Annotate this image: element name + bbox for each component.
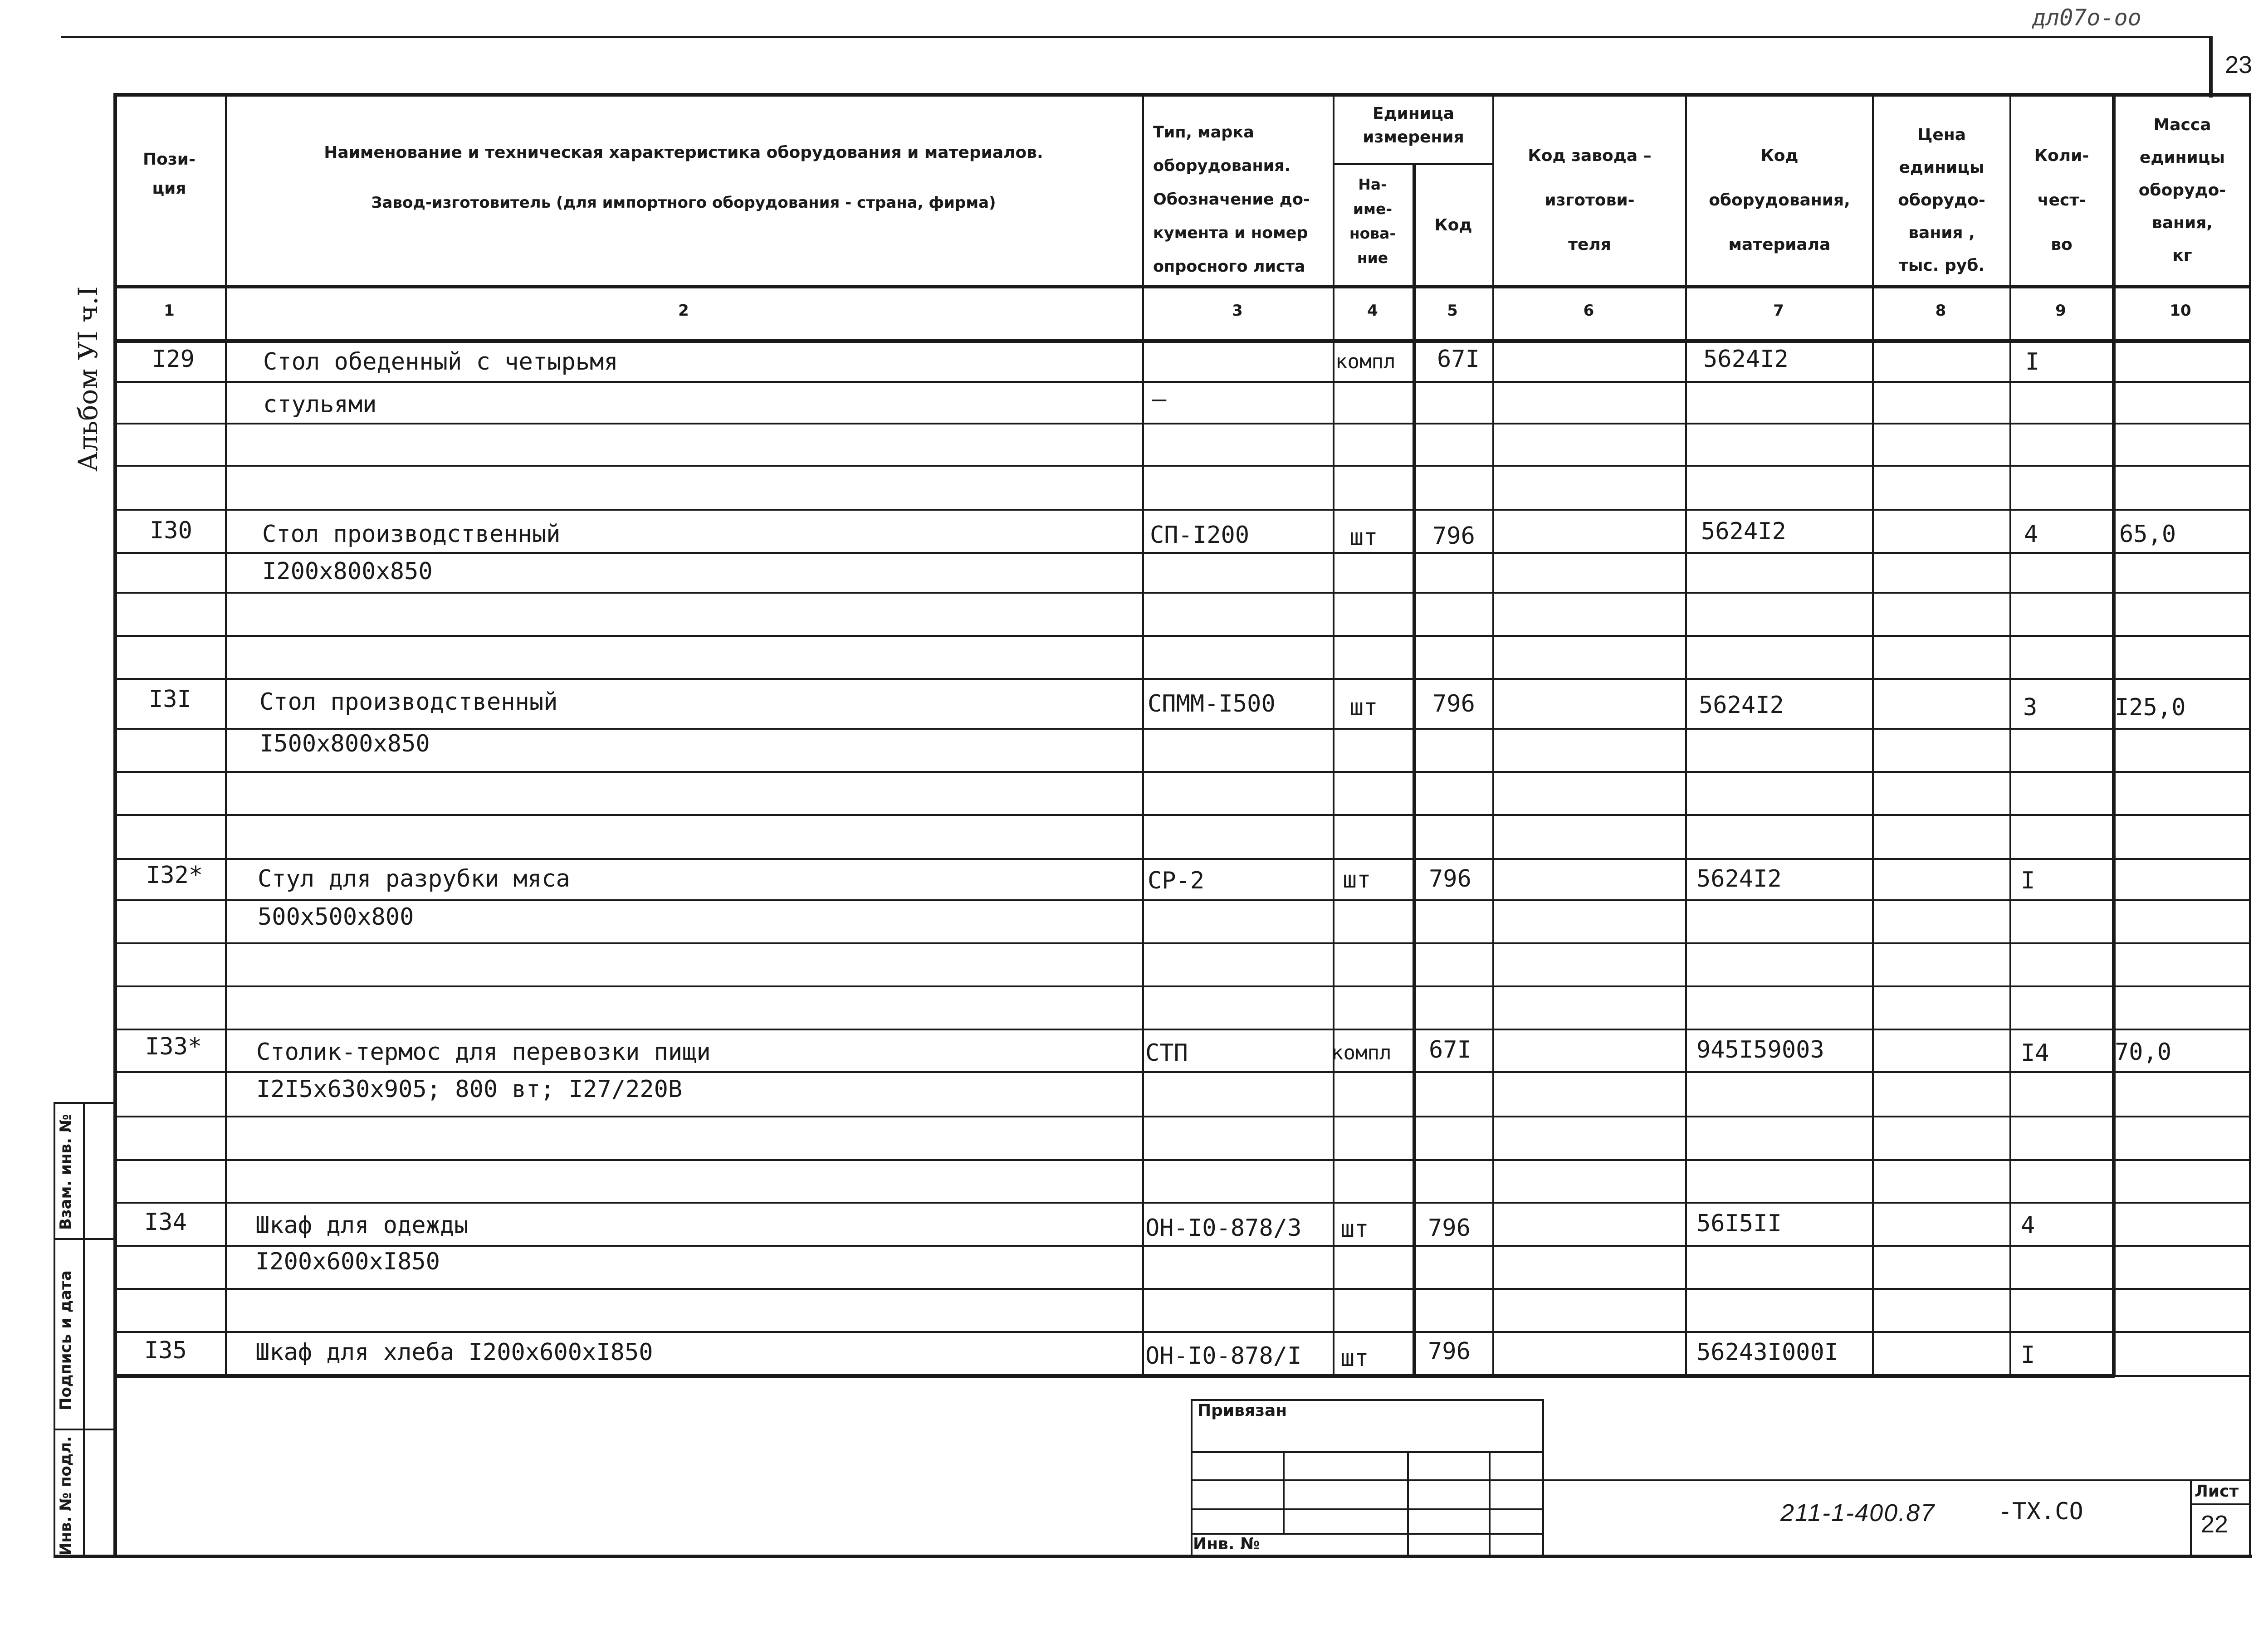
row-line bbox=[113, 899, 2250, 901]
row-equip: 5624I2 bbox=[1701, 518, 1786, 545]
row-equip: 5624I2 bbox=[1699, 692, 1784, 719]
margin-inner-line bbox=[83, 1102, 85, 1558]
row-type: СР-2 bbox=[1148, 867, 1205, 894]
colnum-9: 9 bbox=[2055, 302, 2066, 320]
header-mass: Масса единицы оборудо- вания, кг bbox=[2138, 116, 2226, 265]
row-qty: I bbox=[2025, 348, 2040, 376]
row-pos: I33* bbox=[145, 1033, 202, 1060]
row-name-1: Шкаф для одежды bbox=[255, 1212, 469, 1239]
stamp-left bbox=[1191, 1399, 1193, 1556]
colnum-8: 8 bbox=[1935, 302, 1946, 320]
header-price: Цена единицы оборудо- вания , тыс. руб. bbox=[1898, 126, 1985, 275]
colnum-1: 1 bbox=[164, 302, 175, 320]
row-line bbox=[113, 1202, 2250, 1204]
unit-header-divider bbox=[1333, 163, 1494, 165]
row-name-2: I500x800x850 bbox=[259, 730, 430, 757]
stamp-inner-v1 bbox=[1283, 1451, 1285, 1534]
row-type: СПММ-I500 bbox=[1148, 690, 1276, 717]
table-body-bottom bbox=[113, 1374, 2115, 1378]
list-number: 22 bbox=[2201, 1511, 2229, 1538]
row-qty: I bbox=[2021, 867, 2035, 894]
doc-suffix: -ТХ.СО bbox=[1998, 1498, 2083, 1525]
margin-outer-line bbox=[54, 1102, 55, 1558]
row-line bbox=[113, 509, 2250, 511]
row-line bbox=[113, 552, 2250, 554]
row-name-2: стульями bbox=[263, 391, 377, 418]
row-line bbox=[113, 814, 2250, 816]
row-equip: 5624I2 bbox=[1703, 346, 1789, 373]
stamp-inner-v2 bbox=[1407, 1451, 1409, 1556]
row-line bbox=[113, 985, 2250, 987]
stamp-right-privyazan bbox=[1542, 1399, 1544, 1556]
row-name-1: Стул для разрубки мяса bbox=[258, 865, 570, 893]
row-qty: 4 bbox=[2024, 521, 2038, 548]
row-unit: шт bbox=[1349, 524, 1378, 551]
row-type: СТП bbox=[1145, 1039, 1188, 1067]
colnum-6: 6 bbox=[1583, 302, 1594, 320]
row-qty: 3 bbox=[2023, 694, 2038, 721]
colnum-4: 4 bbox=[1367, 302, 1378, 320]
row-name-2: I200x600xI850 bbox=[255, 1248, 440, 1275]
row-pos: I29 bbox=[152, 346, 195, 373]
privyazan-label: Привязан bbox=[1198, 1401, 1287, 1420]
row-pos: I30 bbox=[150, 517, 192, 544]
row-line bbox=[113, 771, 2250, 773]
header-equip-code: Код оборудования, материала bbox=[1709, 146, 1850, 254]
row-code: 67I bbox=[1429, 1036, 1471, 1063]
table-bottom-line bbox=[54, 1555, 2252, 1558]
stamp-list-divider bbox=[2190, 1503, 2250, 1505]
row-equip: 5624I2 bbox=[1696, 865, 1782, 893]
row-name-2: 500x500x800 bbox=[258, 903, 414, 931]
doc-code: 211-1-400.87 bbox=[1780, 1499, 1936, 1527]
row-line bbox=[113, 1159, 2250, 1161]
header-name-line2: Завод-изготовитель (для импортного оборудования - страна, фирма) bbox=[371, 194, 996, 212]
row-line bbox=[113, 1029, 2250, 1030]
header-unit-name: На- име- нова- ние bbox=[1349, 176, 1396, 267]
row-unit: шт bbox=[1349, 694, 1378, 721]
row-name-1: Столик-термос для перевозки пищи bbox=[256, 1039, 711, 1066]
row-line bbox=[113, 858, 2250, 860]
header-type: Тип, марка оборудования. Обозначение до- кумента и номер опросного листа bbox=[1153, 123, 1310, 276]
corner-box-left bbox=[2209, 36, 2213, 98]
row-qty: I4 bbox=[2021, 1039, 2049, 1067]
row-name-1: Стол обеденный с четырьмя bbox=[263, 348, 618, 376]
margin-line-3 bbox=[54, 1429, 115, 1430]
margin-line-1 bbox=[54, 1102, 115, 1104]
stamp-line-3 bbox=[1191, 1508, 1544, 1510]
row-equip: 56I5II bbox=[1696, 1210, 1782, 1237]
header-qty: Коли- чест- во bbox=[2034, 146, 2089, 254]
row-line bbox=[113, 1071, 2250, 1073]
list-label: Лист bbox=[2195, 1482, 2239, 1501]
col-sep-4 bbox=[1413, 163, 1416, 1376]
row-pos: I34 bbox=[144, 1209, 187, 1236]
row-type-2: – bbox=[1152, 385, 1167, 413]
inv-podl-label: Инв. № подл. bbox=[57, 1436, 75, 1556]
row-line bbox=[113, 942, 2250, 944]
table-right-border bbox=[2249, 93, 2251, 1558]
row-code: 796 bbox=[1432, 690, 1475, 717]
row-line bbox=[113, 592, 2250, 594]
stamp-line-2 bbox=[1191, 1479, 1544, 1481]
vzam-label: Взам. инв. № bbox=[57, 1114, 75, 1230]
row-line bbox=[113, 1116, 2250, 1117]
row-line bbox=[113, 1331, 2250, 1333]
album-label: Альбом УI ч.I bbox=[73, 286, 103, 472]
stamp-list-left bbox=[2190, 1479, 2192, 1556]
row-code: 67I bbox=[1437, 346, 1480, 373]
row-line bbox=[113, 423, 2250, 424]
stamp-doc-top bbox=[1542, 1479, 2250, 1481]
row-mass: I25,0 bbox=[2115, 694, 2186, 721]
row-unit: шт bbox=[1340, 1215, 1369, 1243]
colnum-2: 2 bbox=[678, 302, 689, 320]
colnum-10: 10 bbox=[2170, 302, 2191, 320]
stamp-top bbox=[1191, 1399, 1544, 1401]
row-qty: I bbox=[2021, 1341, 2035, 1369]
row-type: ОН-I0-878/I bbox=[1145, 1342, 1302, 1370]
row-line bbox=[113, 678, 2250, 680]
colnum-7: 7 bbox=[1773, 302, 1784, 320]
row-equip: 945I59003 bbox=[1696, 1036, 1824, 1063]
row-line bbox=[113, 381, 2250, 383]
row-unit: компл bbox=[1331, 1041, 1392, 1064]
row-line bbox=[113, 1288, 2250, 1290]
row-name-1: Стол производственный bbox=[259, 688, 558, 716]
table-top-line bbox=[113, 93, 2250, 97]
row-line bbox=[113, 1245, 2250, 1247]
colnum-3: 3 bbox=[1232, 302, 1243, 320]
row-code: 796 bbox=[1429, 865, 1471, 893]
sheet-corner-number: 23 bbox=[2225, 51, 2253, 78]
row-unit: шт bbox=[1343, 866, 1371, 893]
row-qty: 4 bbox=[2021, 1212, 2035, 1239]
row-mass: 70,0 bbox=[2115, 1039, 2172, 1066]
row-name-1: Стол производственный bbox=[262, 521, 561, 548]
header-name-line1: Наименование и техническая характеристика оборудования и материалов. bbox=[324, 143, 1043, 162]
header-bottom-line bbox=[113, 285, 2251, 288]
row-code: 796 bbox=[1428, 1338, 1471, 1365]
row-unit: шт bbox=[1340, 1345, 1369, 1372]
row-line bbox=[113, 728, 2250, 730]
row-name-1: Шкаф для хлеба I200x600xI850 bbox=[255, 1339, 653, 1366]
row-type: ОН-I0-878/3 bbox=[1145, 1215, 1302, 1242]
row-type: СП-I200 bbox=[1150, 522, 1250, 549]
inv-no-label: Инв. № bbox=[1193, 1535, 1260, 1553]
row-code: 796 bbox=[1432, 522, 1475, 550]
row-name-2: I2I5x630x905; 800 вт; I27/220В bbox=[256, 1076, 683, 1103]
row-equip: 56243I000I bbox=[1696, 1339, 1839, 1366]
top-border-line bbox=[61, 36, 2209, 38]
row-code: 796 bbox=[1428, 1215, 1471, 1242]
top-partial-code: дл07о-оо bbox=[2032, 5, 2141, 31]
row-line bbox=[113, 635, 2250, 637]
header-pos: Пози- ция bbox=[143, 150, 196, 198]
row-mass: 65,0 bbox=[2119, 521, 2176, 548]
row-name-2: I200x800x850 bbox=[262, 558, 433, 585]
podpis-label: Подпись и дата bbox=[57, 1270, 75, 1410]
header-plant-code: Код завода – изготови- теля bbox=[1528, 146, 1652, 254]
header-unit-code: Код bbox=[1434, 216, 1472, 234]
colnum-bottom-line bbox=[113, 339, 2251, 343]
header-unit: Единица измерения bbox=[1363, 104, 1464, 146]
colnum-5: 5 bbox=[1447, 302, 1458, 320]
row-line bbox=[113, 465, 2250, 467]
stamp-inner-v3 bbox=[1489, 1451, 1491, 1556]
table-body-bottom-right bbox=[2112, 1375, 2250, 1377]
row-unit: компл bbox=[1335, 350, 1396, 373]
row-pos: I32* bbox=[146, 862, 203, 889]
stamp-line-1 bbox=[1191, 1451, 1544, 1453]
row-pos: I35 bbox=[144, 1337, 187, 1364]
margin-line-2 bbox=[54, 1238, 115, 1240]
row-pos: I3I bbox=[149, 686, 191, 713]
